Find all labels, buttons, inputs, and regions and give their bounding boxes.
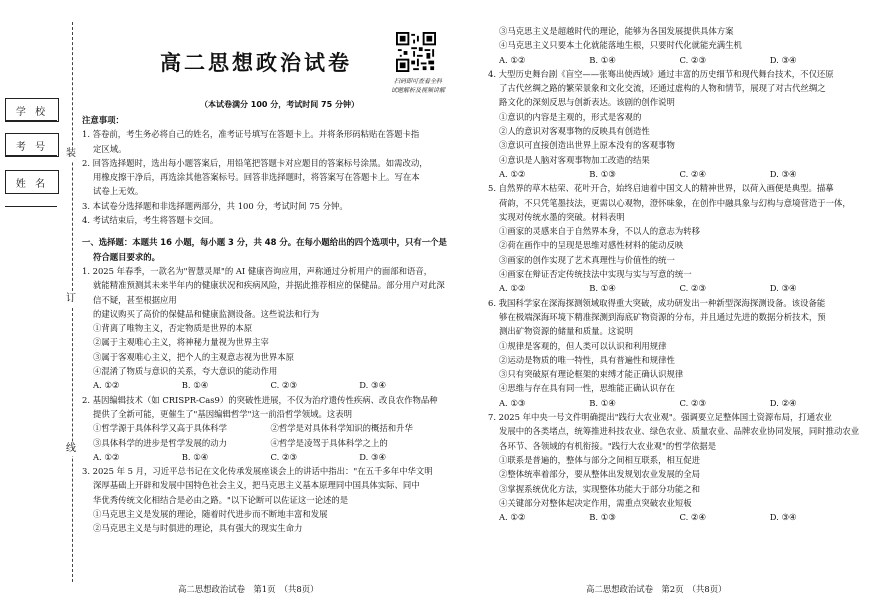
choice-a[interactable]: A. ①②	[93, 451, 120, 462]
choice-b[interactable]: B. ①③	[589, 168, 616, 179]
choice-c[interactable]: C. ②③	[679, 54, 706, 65]
qr-code-icon	[396, 32, 436, 72]
option-item: ③意识可直接创造出世界上原本没有的客观事物	[499, 140, 675, 151]
question-stem-line: 3. 2025 年 5 月，习近平总书记在文化传承发展座谈会上的讲话中指出："在五千多年中华文明	[82, 466, 433, 477]
option-item: ④混淆了物质与意识的关系，夸大意识的能动作用	[93, 366, 278, 377]
option-item: ③具体科学的进步是哲学发展的动力	[93, 437, 227, 448]
question-2	[82, 393, 448, 464]
option-item: ②荷在画作中的呈现是思维对感性材料的能动反映	[499, 240, 684, 251]
answer-choices	[488, 510, 860, 524]
choice-d[interactable]: D. ②④	[769, 397, 797, 408]
page-footer-2: 高二思想政治试卷 第2页 （共8页）	[586, 584, 727, 594]
qr-caption	[378, 77, 458, 95]
binding-char-zhuang: 装	[66, 148, 76, 159]
choice-b[interactable]: B. ①④	[181, 380, 209, 391]
question-stem-line: 华优秀传统文化相结合是必由之路。"以下论断可以佐证这一论述的是	[93, 494, 349, 505]
choice-b[interactable]: B. ①④	[181, 451, 209, 462]
answer-choices	[488, 281, 860, 295]
question-stem-line: 荷韵，不只凭笔墨技法，更需以心观物，澄怀味象，在创作中融具象与幻构与意境营造于一体，	[499, 197, 851, 208]
question-stem-line: 就能精准预测其未来半年内的健康状况和疾病风险，并据此推荐相应的保健品。部分用户对此深信不疑，甚至根据应用	[93, 280, 445, 305]
question-3	[82, 464, 448, 535]
option-item: ②运动是物质的唯一特性，具有普遍性和规律性	[499, 354, 675, 365]
binding-char-ding: 订	[66, 293, 76, 304]
option-item: ①马克思主义是发展的理论，随着时代进步而不断地丰富和发展	[93, 509, 328, 520]
option-item: ④画家在辩证否定传统技法中实现与实与写意的统一	[499, 269, 692, 280]
option-item: ④马克思主义只要本土化就能落地生根，只要时代化就能充满生机	[499, 40, 742, 51]
question-stem-line: 了古代丝绸之路的繁荣景象和文化交流，还通过虚构的人物和情节，展现了对古代丝绸之	[499, 83, 826, 94]
question-6	[488, 296, 860, 410]
option-item: ③马克思主义是超越时代的理论，能够为各国发展提供具体方案	[499, 26, 734, 36]
choice-b[interactable]: B. ①④	[589, 54, 616, 65]
answer-choices	[488, 167, 860, 181]
choice-c[interactable]: C. ②③	[270, 380, 297, 391]
choice-a[interactable]: A. ①②	[499, 54, 526, 65]
notice-line: 定区域。	[93, 143, 127, 154]
question-7	[488, 410, 860, 524]
option-row	[82, 436, 448, 450]
answer-choices	[488, 53, 860, 67]
option-item: ②人的意识对客观事物的反映具有创造性	[499, 126, 650, 137]
question-stem-line: 1. 2025 年春季，一款名为"智慧灵犀"的 AI 健康咨询应用，声称通过分析用户的面部和语音，	[82, 265, 433, 276]
question-4	[488, 67, 860, 181]
notice-line: 3. 本试卷分选择题和非选择题两部分，共 100 分，考试时间 75 分钟。	[82, 200, 348, 211]
option-item: ④意识是人脑对客观事物加工改造的结果	[499, 154, 650, 165]
question-stem-line: 路文化的深刻反思与创新表达。该剧的创作说明	[499, 97, 675, 108]
option-item: ③只有突破原有理论框架的束缚才能正确认识规律	[499, 369, 684, 380]
choice-b[interactable]: B. ①④	[589, 397, 616, 408]
option-item: ④关键部分对整体起决定作用，需重点突破农业短板	[499, 497, 692, 508]
qr-caption-line: 扫码即可查看全科	[393, 78, 442, 85]
option-item: ①哲学源于具体科学又高于具体科学	[93, 423, 227, 434]
notice-line: 试卷上无效。	[93, 186, 144, 197]
choice-d[interactable]: D. ③④	[359, 380, 387, 391]
question-stem-line: 7. 2025 年中央一号文件明确提出"践行大农业观"。强调要立足整体国土资源布局，打通农业	[488, 412, 832, 423]
option-row	[82, 421, 448, 435]
section-heading-cont: 符合题目要求的。	[93, 251, 160, 262]
exam-subtitle: （本试卷满分 100 分，考试时间 75 分钟）	[200, 100, 359, 109]
question-stem-line: 够在极端深海环境下精准探测到海底矿物资源的分布，并且通过先进的数据分析技术，预	[499, 311, 826, 322]
choice-d[interactable]: D. ③④	[769, 283, 797, 294]
question-stem-line: 2. 基因编辑技术（如 CRISPR-Cas9）的突破性进展，不仅为治疗遗传性疾病、改良农作物品种	[82, 394, 438, 405]
question-stem-line: 深厚基础上开辟和发展中国特色社会主义，把马克思主义基本原理同中国具体实际、同中	[93, 480, 420, 491]
exam-number-field: 考 号	[5, 133, 59, 157]
binding-strip	[0, 0, 62, 590]
choice-a[interactable]: A. ①②	[499, 283, 526, 294]
notice-line: 用橡皮擦干净后，再选涂其他答案标号。回答非选择题时，将答案写在答题卡上。写在本	[93, 172, 420, 183]
notice-line: 4. 考试结束后，考生将答题卡交回。	[82, 215, 219, 226]
choice-a[interactable]: A. ①②	[499, 512, 526, 523]
section-heading-part: 在每小题给出的四个选项中，只有一个是	[296, 237, 447, 248]
choice-b[interactable]: B. ①③	[589, 512, 616, 523]
question-stem-line: 5. 自然界的草木枯荣、花叶开合，始终启迪着中国文人的精神世界，以荷入画便是典型。描摹	[488, 183, 834, 194]
field-underline	[5, 155, 57, 156]
choice-d[interactable]: D. ③④	[359, 451, 387, 462]
answer-choices	[82, 450, 448, 464]
question-stem-line: 的建议购买了高价的保健品和健康监测设备。这些说法和行为	[93, 308, 320, 319]
answer-choices	[488, 396, 860, 410]
option-item: ②属于主观唯心主义，将神秘力量视为世界主宰	[93, 337, 269, 348]
choice-d[interactable]: D. ③④	[769, 512, 797, 523]
field-underline	[5, 120, 57, 121]
option-item: ①画家的灵感来自于自然界本身，不以人的意志为转移	[499, 226, 700, 237]
option-item: ②哲学是对具体科学知识的概括和升华	[270, 423, 413, 434]
question-stem-line: 发展中的各类堵点，统筹推进科技农业、绿色农业、质量农业、品牌农业协同发展，同时推动农业	[499, 426, 860, 437]
choice-c[interactable]: C. ②③	[679, 283, 706, 294]
notice-line: 2. 回答选择题时，选出每小题答案后，用铅笔把答题卡对应题目的答案标号涂黑。如需改动，	[82, 157, 428, 168]
section-heading-part: 一、选择题：本题共 16 小题，每小题 3 分，共 48 分。	[82, 237, 297, 248]
option-item: ①背离了唯物主义，否定物质是世界的本原	[93, 323, 253, 334]
choice-c[interactable]: C. ②③	[270, 451, 297, 462]
right-column	[488, 24, 860, 524]
question-5	[488, 181, 860, 295]
page-footer-1: 高二思想政治试卷 第1页 （共8页）	[178, 584, 319, 594]
choice-a[interactable]: A. ①②	[499, 168, 526, 179]
option-item: ④哲学是凌驾于具体科学之上的	[270, 437, 388, 448]
page-title: 高二思想政治试卷	[160, 51, 352, 75]
option-item: ③掌握系统优化方法，实现整体功能大于部分功能之和	[499, 483, 700, 494]
option-item: ③属于客观唯心主义，把个人的主观意志视为世界本原	[93, 351, 294, 362]
choice-c[interactable]: C. ②④	[679, 512, 706, 523]
notice-line: 1. 答卷前，考生务必将自己的姓名，准考证号填写在答题卡上。并将条形码粘贴在答题卡指	[82, 129, 420, 140]
question-1	[82, 264, 448, 393]
choice-c[interactable]: C. ②③	[679, 397, 706, 408]
name-field: 姓 名	[5, 170, 59, 194]
option-item: ②马克思主义是与时俱进的理论，具有强大的现实生命力	[93, 523, 303, 534]
question-stem-line: 实现对传统水墨的突破。材料表明	[499, 211, 625, 222]
question-stem-line: 4. 大型历史舞台剧《盲空——张骞出使西域》通过丰富的历史细节和现代舞台技术，不仅还原	[488, 68, 834, 79]
choice-a[interactable]: A. ①③	[499, 397, 526, 408]
option-item: ②整体统率着部分，要从整体出发规划农业发展的全局	[499, 469, 700, 480]
left-column	[82, 113, 448, 536]
question-stem-line: 各环节、各领域的有机衔接。"践行大农业观"的哲学依据是	[499, 440, 717, 451]
answer-choices	[82, 378, 448, 392]
school-field: 学 校	[5, 98, 59, 122]
option-item: ①规律是客观的，但人类可以认识和利用规律	[499, 340, 667, 351]
notice-heading: 注意事项：	[82, 115, 124, 125]
qr-caption-line: 试题解析及视频讲解	[390, 87, 445, 94]
option-item: ③画家的创作实现了艺术真理性与价值性的统一	[499, 254, 675, 265]
binding-char-xian: 线	[66, 443, 76, 454]
option-item: ①联系是普遍的，整体与部分之间相互联系，相互促进	[499, 454, 700, 465]
choice-c[interactable]: C. ②④	[679, 168, 706, 179]
choice-b[interactable]: B. ①④	[589, 283, 616, 294]
option-item: ④思维与存在具有同一性，思维能正确认识存在	[499, 383, 675, 394]
field-underline	[5, 206, 57, 207]
section-heading	[82, 235, 448, 249]
question-stem-line: 6. 我国科学家在深海探测领域取得重大突破，成功研发出一种新型深海探测设备。该设备能	[488, 297, 826, 308]
option-item: ①意识的内容是主观的，形式是客观的	[499, 111, 642, 122]
choice-d[interactable]: D. ③④	[769, 54, 797, 65]
question-stem-line: 测出矿物资源的储量和质量。这说明	[499, 326, 633, 337]
choice-d[interactable]: D. ③④	[769, 168, 797, 179]
question-stem-line: 提供了全新可能，更催生了"基因编辑哲学"这一前沿哲学领域。这表明	[93, 408, 352, 419]
choice-a[interactable]: A. ①②	[93, 380, 120, 391]
